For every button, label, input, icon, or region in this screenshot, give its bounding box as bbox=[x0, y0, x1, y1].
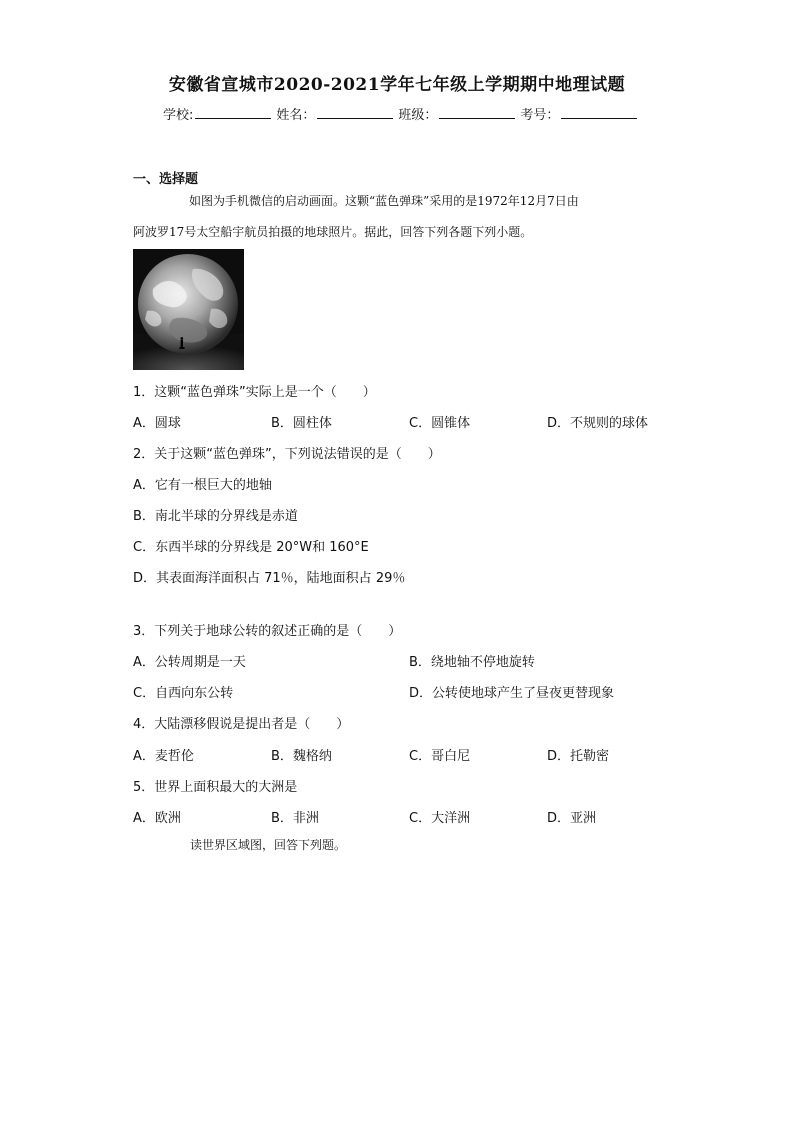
q4-option-b[interactable]: B．魏格纳 bbox=[271, 749, 332, 764]
class-blank[interactable] bbox=[439, 104, 515, 119]
q3-option-a[interactable]: A．公转周期是一天 bbox=[133, 655, 246, 670]
q4-option-a[interactable]: A．麦哲伦 bbox=[133, 749, 194, 764]
q2-option-c[interactable]: C．东西半球的分界线是 20°W和 160°E bbox=[133, 540, 369, 555]
school-blank[interactable] bbox=[195, 104, 271, 119]
class-field bbox=[398, 104, 518, 123]
earth-photo bbox=[133, 249, 244, 370]
q2-option-a[interactable]: A．它有一根巨大的地轴 bbox=[133, 478, 272, 493]
q5-option-c[interactable]: C．大洋洲 bbox=[409, 811, 471, 826]
q5-option-a[interactable]: A．欧洲 bbox=[133, 811, 181, 826]
intro-line-2: 阿波罗17号太空船宇航员拍摄的地球照片。据此，回答下列各题下列小题。 bbox=[133, 225, 533, 239]
q3-option-d[interactable]: D．公转使地球产生了昼夜更替现象 bbox=[409, 686, 615, 701]
q2-option-d[interactable]: D．其表面海洋面积占 71％，陆地面积占 29％ bbox=[133, 571, 406, 586]
q4-option-c[interactable]: C．哥白尼 bbox=[409, 749, 471, 764]
q1-option-a[interactable]: A．圆球 bbox=[133, 416, 181, 431]
q1-option-b[interactable]: B．圆柱体 bbox=[271, 416, 332, 431]
exam-number-blank[interactable] bbox=[561, 104, 637, 119]
name-label: 姓名： bbox=[276, 108, 316, 123]
q5-option-d[interactable]: D．亚洲 bbox=[547, 811, 597, 826]
student-info-line bbox=[163, 104, 642, 123]
intro-line-1: 如图为手机微信的启动画面。这颗“蓝色弹珠”采用的是1972年12月7日由 bbox=[189, 194, 579, 208]
name-blank[interactable] bbox=[317, 104, 393, 119]
exam-number-label: 考号： bbox=[520, 108, 560, 123]
name-field bbox=[276, 104, 396, 123]
question-5-stem: 5．世界上面积最大的大洲是 bbox=[133, 780, 298, 795]
question-2-stem: 2．关于这颗“蓝色弹珠”，下列说法错误的是（ ） bbox=[133, 447, 441, 462]
school-label: 学校: bbox=[163, 108, 194, 123]
map-reading-note: 读世界区域图，回答下列题。 bbox=[190, 838, 347, 852]
q1-option-c[interactable]: C．圆锥体 bbox=[409, 416, 471, 431]
question-3-stem: 3．下列关于地球公转的叙述正确的是（ ） bbox=[133, 624, 402, 639]
exam-number-field bbox=[520, 104, 640, 123]
q5-option-b[interactable]: B．非洲 bbox=[271, 811, 319, 826]
q3-option-c[interactable]: C．自西向东公转 bbox=[133, 686, 234, 701]
q2-option-b[interactable]: B．南北半球的分界线是赤道 bbox=[133, 509, 298, 524]
q1-option-d[interactable]: D．不规则的球体 bbox=[547, 416, 649, 431]
class-label: 班级： bbox=[398, 108, 438, 123]
school-field bbox=[163, 104, 274, 123]
person-silhouette bbox=[181, 340, 183, 348]
intro-paragraph-line2 bbox=[133, 217, 663, 248]
section-heading: 一、选择题 bbox=[133, 172, 199, 187]
q4-option-d[interactable]: D．托勒密 bbox=[547, 749, 610, 764]
intro-paragraph bbox=[133, 186, 663, 217]
question-1-stem: 1．这颗“蓝色弹珠”实际上是一个（ ） bbox=[133, 385, 376, 400]
page-title: 安徽省宣城市2020-2021学年七年级上学期期中地理试题 bbox=[168, 75, 626, 95]
question-4-stem: 4．大陆漂移假说是提出者是（ ） bbox=[133, 717, 350, 732]
q3-option-b[interactable]: B．绕地轴不停地旋转 bbox=[409, 655, 535, 670]
